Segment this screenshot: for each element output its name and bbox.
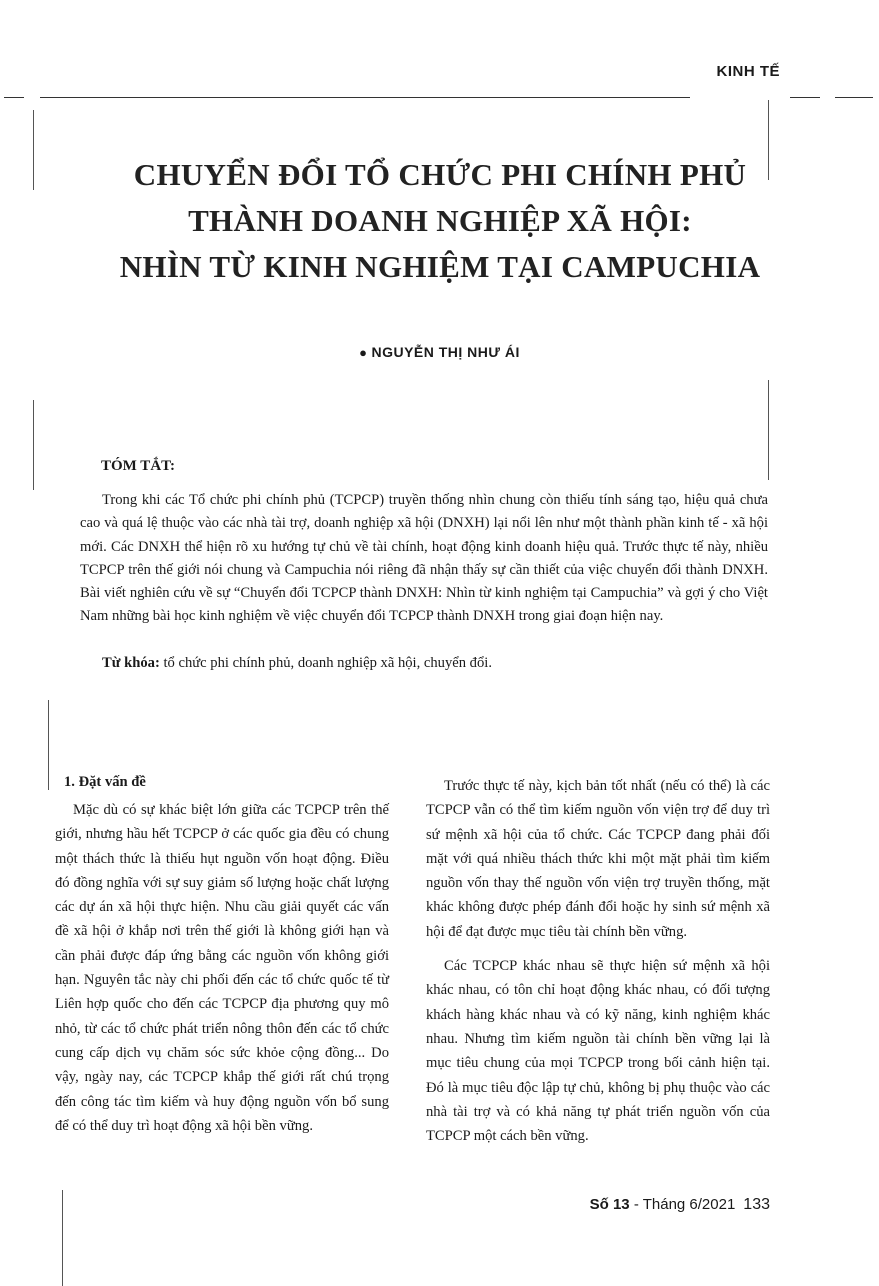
right-margin-line-2 <box>768 380 769 480</box>
top-rule-right2 <box>835 97 873 98</box>
issue-label: Số 13 <box>589 1196 630 1213</box>
top-rule-main <box>40 97 690 98</box>
keywords-label: Từ khóa: <box>102 655 160 671</box>
keywords-text: tổ chức phi chính phủ, doanh nghiệp xã hội, chuyển đổi. <box>159 655 492 671</box>
title-line-1: CHUYỂN ĐỔI TỔ CHỨC PHI CHÍNH PHỦ <box>133 157 747 192</box>
column-right <box>426 774 770 1148</box>
page-footer <box>520 1196 770 1214</box>
top-rule-right <box>790 97 820 98</box>
author-name: NGUYỄN THỊ NHƯ ÁI <box>371 344 520 360</box>
author-bullet-icon: ● <box>359 345 368 360</box>
column-left <box>55 798 389 1138</box>
keywords <box>80 652 768 674</box>
title-line-2: THÀNH DOANH NGHIỆP XÃ HỘI: <box>188 203 692 238</box>
author-line <box>0 344 879 360</box>
page-number: 133 <box>743 1196 770 1213</box>
left-margin-line-3 <box>48 700 49 790</box>
left-margin-line <box>33 110 34 190</box>
article-title <box>40 152 840 290</box>
paragraph: Mặc dù có sự khác biệt lớn giữa các TCPCP trên thế giới, nhưng hầu hết TCPCP ở các quốc gia đều có chung một thách thức là thiếu hụt nguồn vốn hoạt động. Điều đó đồng nghĩa với sự suy giảm số lượng hoặc chất lượng các dự án xã hội thực hiện. Nhu cầu giải quyết các vấn đề xã hội ở khắp nơi trên thế giới là không giới hạn và cần phải được đáp ứng bằng các nguồn vốn không giới hạn. Nguyên tắc này chi phối đến các tổ chức quốc tế từ Liên hợp quốc cho đến các TCPCP địa phương quy mô nhỏ, từ các tổ chức phát triển nông thôn đến các tổ chức cung cấp dịch vụ chăm sóc sức khỏe cộng đồng... Do vậy, ngày nay, các TCPCP khắp thế giới rất chú trọng đến công tác tìm kiếm và huy động nguồn vốn bổ sung để có thể duy trì hoạt động xã hội bền vững. <box>55 802 389 1134</box>
section-label: KINH TẾ <box>716 63 780 80</box>
title-line-3: NHÌN TỪ KINH NGHIỆM TẠI CAMPUCHIA <box>119 249 761 284</box>
abstract-text: Trong khi các Tổ chức phi chính phủ (TCPCP) truyền thống nhìn chung còn thiếu tính sáng tạo, hiệu quả chưa cao và quá lệ thuộc vào các nhà tài trợ, doanh nghiệp xã hội (DNXH) lại nổi lên như một thành phần kinh tế - xã hội mới. Các DNXH thể hiện rõ xu hướng tự chủ về tài chính, hoạt động kinh doanh hiệu quả. Trước thực tế này, nhiều TCPCP trên thế giới nói chung và Campuchia nói riêng đã nhận thấy sự cần thiết của việc chuyển đổi thành DNXH. Bài viết nghiên cứu về sự “Chuyển đổi TCPCP thành DNXH: Nhìn từ kinh nghiệm tại Campuchia” và gợi ý cho Việt Nam những bài học kinh nghiệm về việc chuyển đổi TCPCP thành DNXH trong giai đoạn hiện nay. <box>80 492 768 625</box>
top-rule-left <box>4 97 24 98</box>
abstract-heading: TÓM TẮT: <box>101 458 176 474</box>
issue-date: - Tháng 6/2021 <box>629 1196 736 1213</box>
paragraph: Các TCPCP khác nhau sẽ thực hiện sứ mệnh xã hội khác nhau, có tôn chỉ hoạt động khác nhau, có đối tượng khách hàng khác nhau và có kỹ năng, kinh nghiệm khác nhau. Nhưng tìm kiếm nguồn tài chính bền vững lại là mục tiêu chung của mọi TCPCP trong bối cảnh hiện tại. Đó là mục tiêu độc lập tự chủ, không bị phụ thuộc vào các nhà tài trợ và có khả năng tự phát triển nguồn vốn của TCPCP một cách bền vững. <box>426 958 770 1145</box>
paragraph: Trước thực tế này, kịch bản tốt nhất (nếu có thể) là các TCPCP vẫn có thể tìm kiếm nguồn vốn viện trợ để duy trì sứ mệnh xã hội của tổ chức. Các TCPCP đang phải đối mặt với quá nhiều thách thức khi một mặt phải tìm kiếm nguồn vốn thay thế nguồn vốn viện trợ truyền thống, mặt khác không được phép đánh đổi hoặc hy sinh sứ mệnh xã hội để đạt được mục tiêu tài chính bền vững. <box>426 778 770 940</box>
section-heading-1: 1. Đặt vấn đề <box>64 774 146 790</box>
left-margin-line-4 <box>62 1190 63 1286</box>
left-margin-line-2 <box>33 400 34 490</box>
